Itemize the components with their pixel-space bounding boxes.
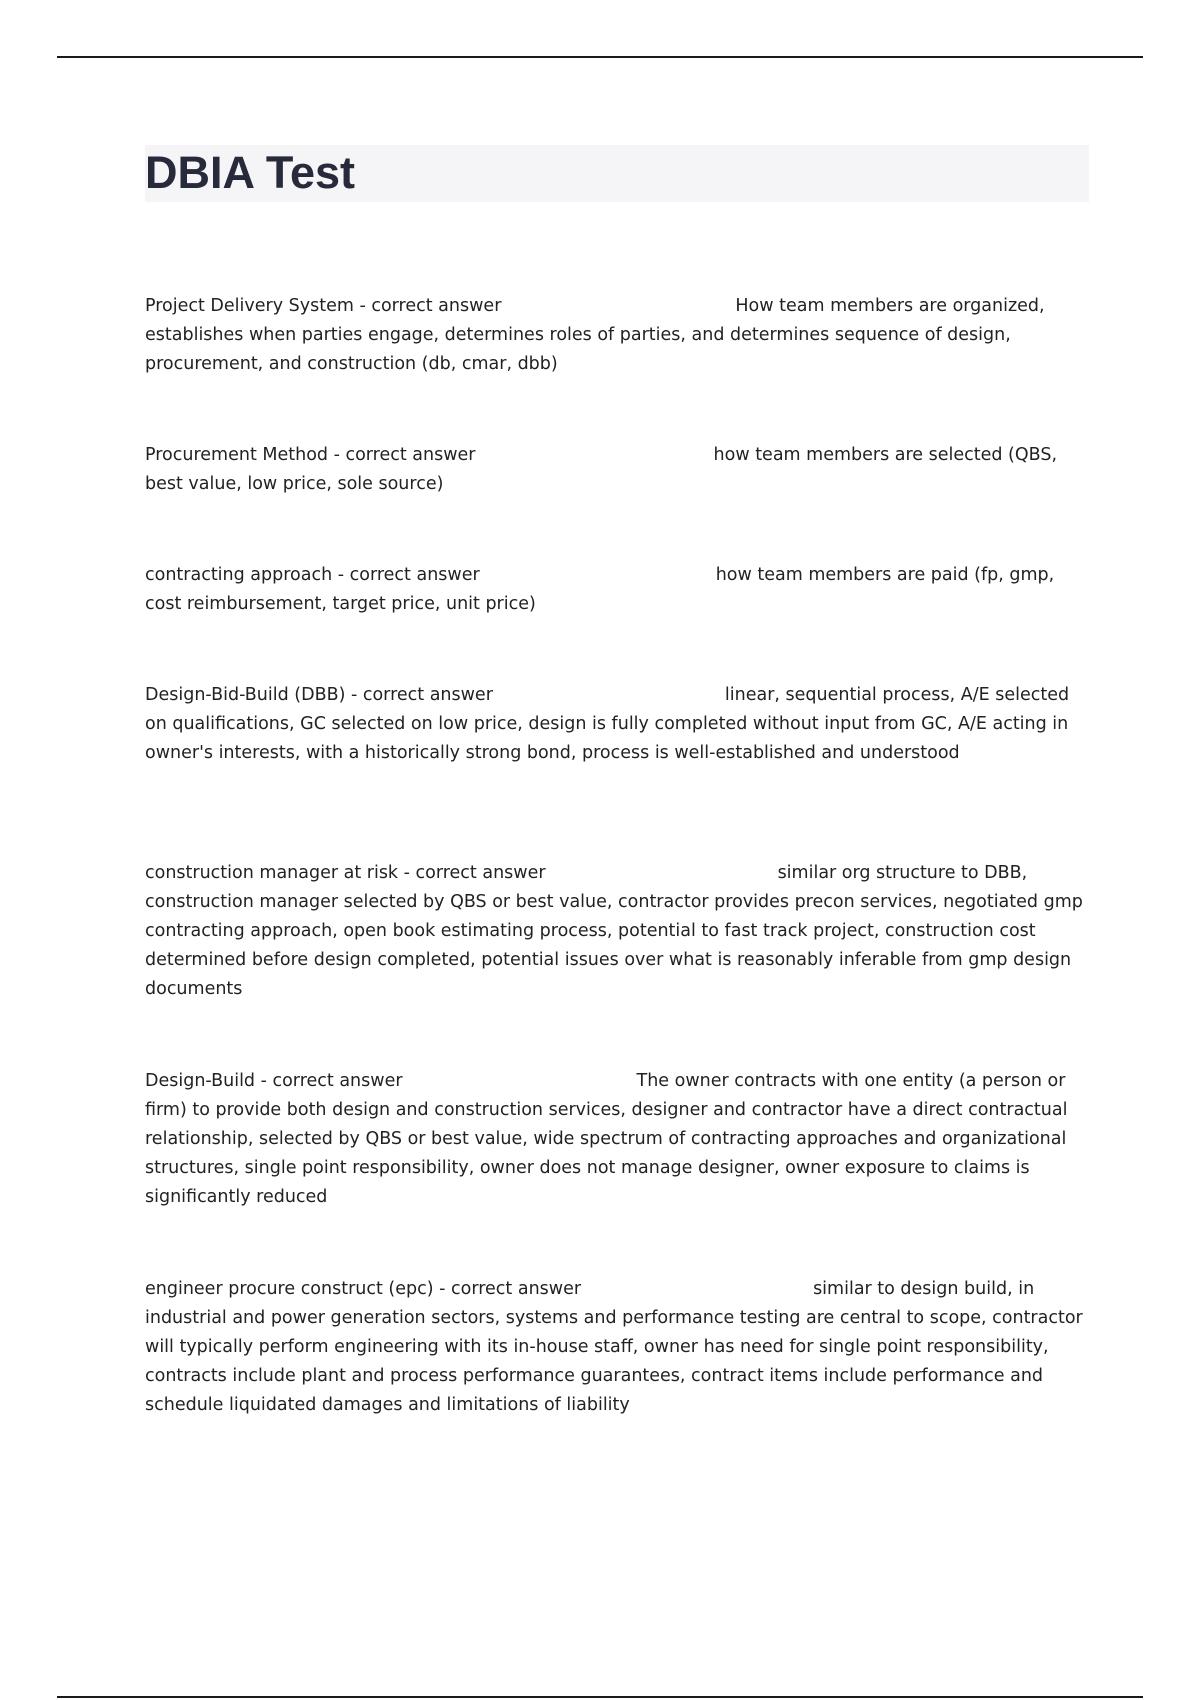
- flashcard-entry: [145, 561, 1091, 619]
- entry-definition: How team members are organized, establishes when parties engage, determines roles of parties, and determines sequence of design, procurement, and construction (db, cmar, dbb): [145, 296, 1045, 374]
- entry-definition: how team members are paid (fp, gmp, cost reimbursement, target price, unit price): [145, 565, 1055, 614]
- entry-definition: how team members are selected (QBS, best value, low price, sole source): [145, 445, 1058, 494]
- flashcard-entry: [145, 1067, 1091, 1212]
- entry-definition: The owner contracts with one entity (a person or firm) to provide both design and construction services, designer and contractor have a direct contractual relationship, selected by QBS or best value, wide spectrum of contracting approaches and organizational structures, single point responsibility, owner does not manage designer, owner exposure to claims is significantly reduced: [145, 1071, 1068, 1207]
- flashcard-entry: [145, 441, 1091, 499]
- entry-definition: similar to design build, in industrial and power generation sectors, systems and performance testing are central to scope, contractor will typically perform engineering with its in-house staff, owner has need for single point responsibility, contracts include plant and process performance guarantees, contract items include performance and schedule liquidated damages and limitations of liability: [145, 1279, 1083, 1415]
- title-banner: [145, 145, 1089, 202]
- top-rule: [57, 56, 1143, 58]
- flashcard-entry: [145, 1275, 1091, 1420]
- entry-term: Project Delivery System - correct answer: [145, 296, 502, 316]
- entry-term: construction manager at risk - correct answer: [145, 863, 546, 883]
- flashcard-entry: [145, 859, 1091, 1004]
- flashcard-entry: [145, 292, 1091, 379]
- flashcard-entry: [145, 681, 1091, 768]
- entry-term: Procurement Method - correct answer: [145, 445, 476, 465]
- page-title: DBIA Test: [145, 147, 356, 198]
- bottom-rule: [57, 1696, 1143, 1698]
- entry-term: Design-Build - correct answer: [145, 1071, 403, 1091]
- entry-definition: similar org structure to DBB, construction manager selected by QBS or best value, contractor provides precon services, negotiated gmp contracting approach, open book estimating process, potential to fast track project, construction cost determined before design completed, potential issues over what is reasonably inferable from gmp design documents: [145, 863, 1083, 999]
- entry-term: contracting approach - correct answer: [145, 565, 480, 585]
- entry-term: engineer procure construct (epc) - correct answer: [145, 1279, 582, 1299]
- entry-definition: linear, sequential process, A/E selected on qualifications, GC selected on low price, design is fully completed without input from GC, A/E acting in owner's interests, with a historically strong bond, process is well-established and understood: [145, 685, 1070, 763]
- entry-term: Design-Bid-Build (DBB) - correct answer: [145, 685, 493, 705]
